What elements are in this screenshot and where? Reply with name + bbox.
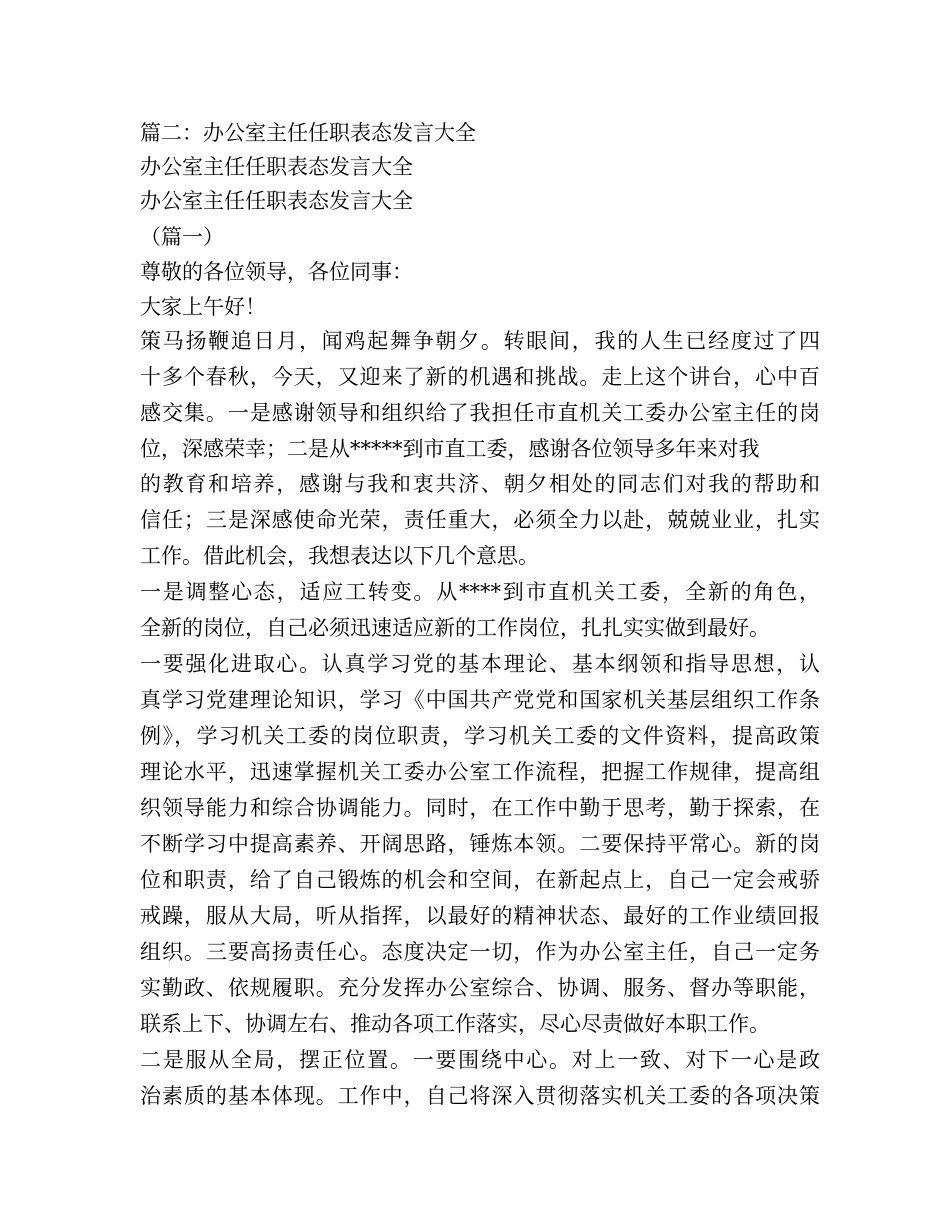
document-line: 一是调整心态，适应工转变。从****到市直机关工委，全新的角色， — [140, 580, 820, 604]
document-line: 理论水平，迅速掌握机关工委办公室工作流程，把握工作规律，提高组 — [140, 760, 820, 784]
document-line: 大家上午好！ — [140, 295, 266, 319]
document-line: 全新的岗位，自己必须迅速适应新的工作岗位，扎扎实实做到最好。 — [140, 616, 770, 640]
document-line: 十多个春秋，今天，又迎来了新的机遇和挑战。走上这个讲台，心中百 — [140, 365, 820, 389]
document-line: 联系上下、协调左右、推动各项工作落实，尽心尽责做好本职工作。 — [140, 1012, 770, 1036]
document-line: 织领导能力和综合协调能力。同时，在工作中勤于思考，勤于探索，在 — [140, 796, 820, 820]
document-line: 策马扬鞭追日月，闻鸡起舞争朝夕。转眼间，我的人生已经度过了四 — [140, 329, 820, 353]
document-line: 二是服从全局，摆正位置。一要围绕中心。对上一致、对下一心是政 — [140, 1048, 820, 1072]
document-line: 感交集。一是感谢领导和组织给了我担任市直机关工委办公室主任的岗 — [140, 401, 820, 425]
document-line: 位和职责，给了自己锻炼的机会和空间，在新起点上，自己一定会戒骄 — [140, 868, 820, 892]
document-line: 戒躁，服从大局，听从指挥，以最好的精神状态、最好的工作业绩回报 — [140, 904, 820, 928]
document-line: 办公室主任任职表态发言大全 — [140, 189, 413, 213]
document-line: 一要强化进取心。认真学习党的基本理论、基本纲领和指导思想，认 — [140, 652, 820, 676]
document-line: 信任；三是深感使命光荣，责任重大，必须全力以赴，兢兢业业，扎实 — [140, 508, 820, 532]
document-line: 位，深感荣幸；二是从*****到市直工委，感谢各位领导多年来对我 — [140, 437, 760, 461]
document-line: 治素质的基本体现。工作中，自己将深入贯彻落实机关工委的各项决策 — [140, 1084, 820, 1108]
document-line: 篇二：办公室主任任职表态发言大全 — [140, 121, 476, 145]
document-line: 真学习党建理论知识，学习《中国共产党党和国家机关基层组织工作条 — [140, 688, 820, 712]
document-line: 例》，学习机关工委的岗位职责，学习机关工委的文件资料，提高政策 — [140, 724, 820, 748]
document-line: 工作。借此机会，我想表达以下几个意思。 — [140, 544, 539, 568]
document-line: 尊敬的各位领导，各位同事： — [140, 260, 413, 284]
document-line: 实勤政、依规履职。充分发挥办公室综合、协调、服务、督办等职能， — [140, 976, 820, 1000]
document-line: 组织。三要高扬责任心。态度决定一切，作为办公室主任，自己一定务 — [140, 940, 820, 964]
document-line: 不断学习中提高素养、开阔思路，锤炼本领。二要保持平常心。新的岗 — [140, 832, 820, 856]
document-line: 的教育和培养，感谢与我和衷共济、朝夕相处的同志们对我的帮助和 — [140, 472, 820, 496]
document-line: （篇一） — [140, 225, 224, 249]
document-line: 办公室主任任职表态发言大全 — [140, 155, 413, 179]
